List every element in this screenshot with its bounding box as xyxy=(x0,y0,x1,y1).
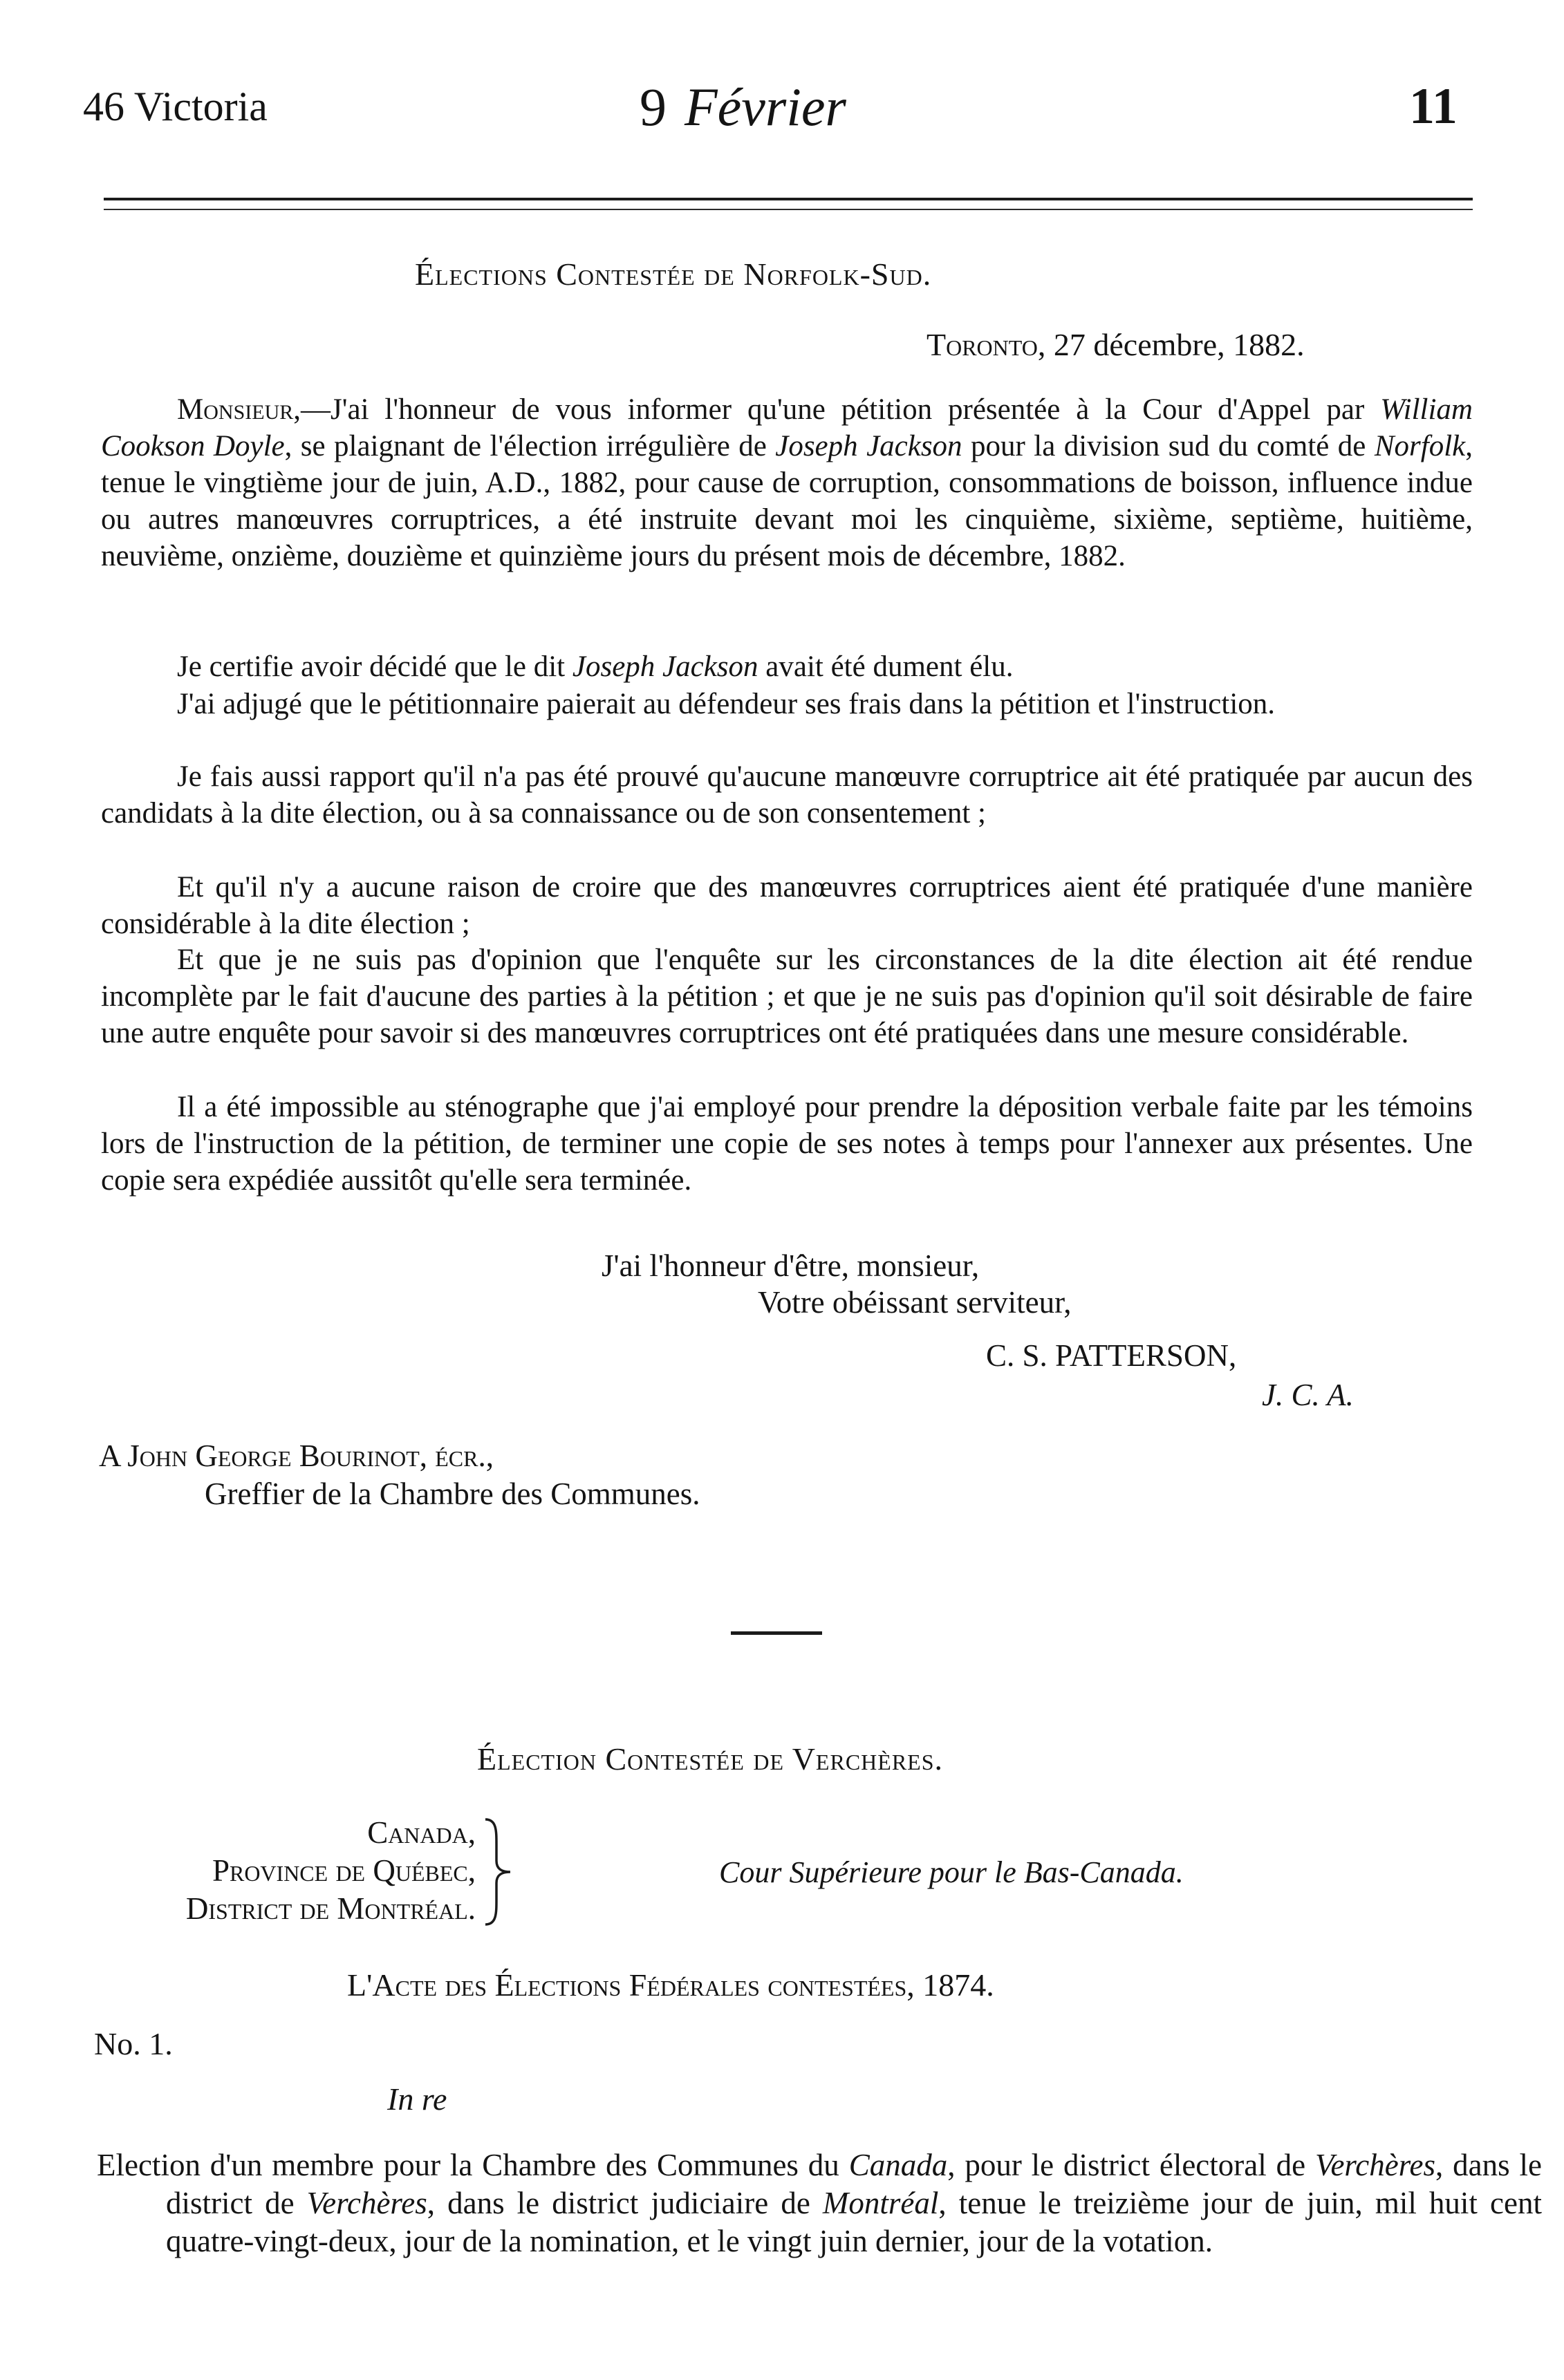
in-re-label: In re xyxy=(387,2081,447,2117)
place-canada: Canada xyxy=(848,2148,948,2182)
header-rule-thick xyxy=(104,198,1473,200)
paragraph-text: —J'ai l'honneur de vous informer qu'une pétition présentée à la Cour d'Appel par xyxy=(301,393,1381,426)
act-title: L'Acte des Élections Fédérales contestées, 1874. xyxy=(347,1967,994,2003)
salutation: Monsieur, xyxy=(177,393,301,426)
respondent-name: Joseph Jackson xyxy=(775,430,962,462)
place-montreal: Montréal xyxy=(822,2186,939,2220)
paragraph-text: avait été dument élu. xyxy=(758,650,1014,683)
header-date xyxy=(640,76,846,138)
paragraph-text: , dans le district de xyxy=(166,2148,1542,2220)
paragraph-costs: J'ai adjugé que le pétitionnaire paierait au défendeur ses frais dans la pétition et l'instruction. xyxy=(177,688,1276,720)
paragraph-petition xyxy=(101,391,1473,574)
elected-name: Joseph Jackson xyxy=(572,650,758,683)
header-date-number: 9 xyxy=(640,77,667,137)
place-vercheres-1: Verchères xyxy=(1314,2148,1436,2182)
curly-brace-icon xyxy=(480,1817,516,1927)
petitioner-name: William Cookson Doyle xyxy=(101,393,1473,462)
header-date-month: Février xyxy=(685,77,846,137)
paragraph-text: , tenue le treizième jour de juin, mil huit cent quatre-vingt-deux, jour de la nomination, et le vingt juin dernier, jour de la votation. xyxy=(166,2186,1542,2258)
closing-line-1: J'ai l'honneur d'être, monsieur, xyxy=(602,1248,980,1283)
addressee-line-1: A John George Bourinot, écr., xyxy=(99,1439,494,1473)
paragraph-text: , tenue le vingtième jour de juin, A.D., 1882, pour cause de corruption, consommations de boisson, influence indue ou autres manœuvres corruptrices, a été instruite devant moi les cinquième, sixième, septième, huitième, neuvième, onzième, douzième et quinzième jours du présent mois de décembre, 1882. xyxy=(101,430,1473,572)
letter-date: 27 décembre, 1882. xyxy=(1053,327,1305,362)
case-number: No. 1. xyxy=(94,2026,173,2061)
jurisdiction-line-2: Province de Québec, xyxy=(212,1853,476,1888)
addressee-line-2: Greffier de la Chambre des Communes. xyxy=(205,1477,700,1511)
letter-place: Toronto, xyxy=(927,327,1046,362)
paragraph-text: , pour le district électoral de xyxy=(947,2148,1315,2182)
closing-line-2: Votre obéissant serviteur, xyxy=(758,1285,1072,1320)
paragraph-text: , dans le district judiciaire de xyxy=(427,2186,823,2220)
page-number: 11 xyxy=(1409,78,1458,135)
paragraph-text: Je certifie avoir décidé que le dit xyxy=(177,650,572,683)
paragraph-no-reason: Et qu'il n'y a aucune raison de croire que des manœuvres corruptrices aient été pratiquée d'une manière considérable à la dite élection ; xyxy=(101,871,1473,940)
signature-title: J. C. A. xyxy=(1262,1378,1354,1412)
paragraph-text: , se plaignant de l'élection irrégulière de xyxy=(284,430,776,462)
section-title-vercheres: Élection Contestée de Verchères. xyxy=(477,1741,944,1777)
county-name: Norfolk xyxy=(1374,430,1466,462)
jurisdiction-line-3: District de Montréal. xyxy=(185,1891,476,1926)
paragraph-opinion: Et que je ne suis pas d'opinion que l'enquête sur les circonstances de la dite élection ait été rendue incomplète par le fait d'aucune des parties à la pétition ; et que je ne suis pas d'opinion qu'il soit désirable de faire une autre enquête pour savoir si des manœuvres corruptrices ont été pratiquées dans une mesure considérable. xyxy=(101,944,1473,1049)
place-vercheres-2: Verchères xyxy=(306,2186,427,2220)
paragraph-text: pour la division sud du comté de xyxy=(962,430,1375,462)
section-title-norfolk: Élections Contestée de Norfolk-Sud. xyxy=(415,256,932,292)
signature-name: C. S. PATTERSON, xyxy=(986,1338,1237,1373)
paragraph-text: Election d'un membre pour la Chambre des Communes du xyxy=(97,2148,849,2182)
paragraph-stenographer: Il a été impossible au sténographe que j'ai employé pour prendre la déposition verbale faite par les témoins lors de l'instruction de la pétition, de terminer une copie de ses notes à temps pour l'annexer aux présentes. Une copie sera expédiée aussitôt qu'elle sera terminée. xyxy=(101,1091,1473,1197)
paragraph-report: Je fais aussi rapport qu'il n'a pas été prouvé qu'aucune manœuvre corruptrice ait été pratiquée par aucun des candidats à la dite élection, ou à sa connaissance ou de son consentement ; xyxy=(101,760,1473,830)
section-divider xyxy=(731,1631,822,1635)
paragraph-certification xyxy=(101,648,1473,685)
court-name: Cour Supérieure pour le Bas-Canada. xyxy=(719,1855,1184,1889)
letter-place-date xyxy=(927,326,1305,363)
header-rule-thin xyxy=(104,209,1473,210)
header-regnal-year: 46 Victoria xyxy=(83,84,268,129)
jurisdiction-line-1: Canada, xyxy=(367,1815,476,1850)
paragraph-election-description xyxy=(97,2146,1542,2260)
